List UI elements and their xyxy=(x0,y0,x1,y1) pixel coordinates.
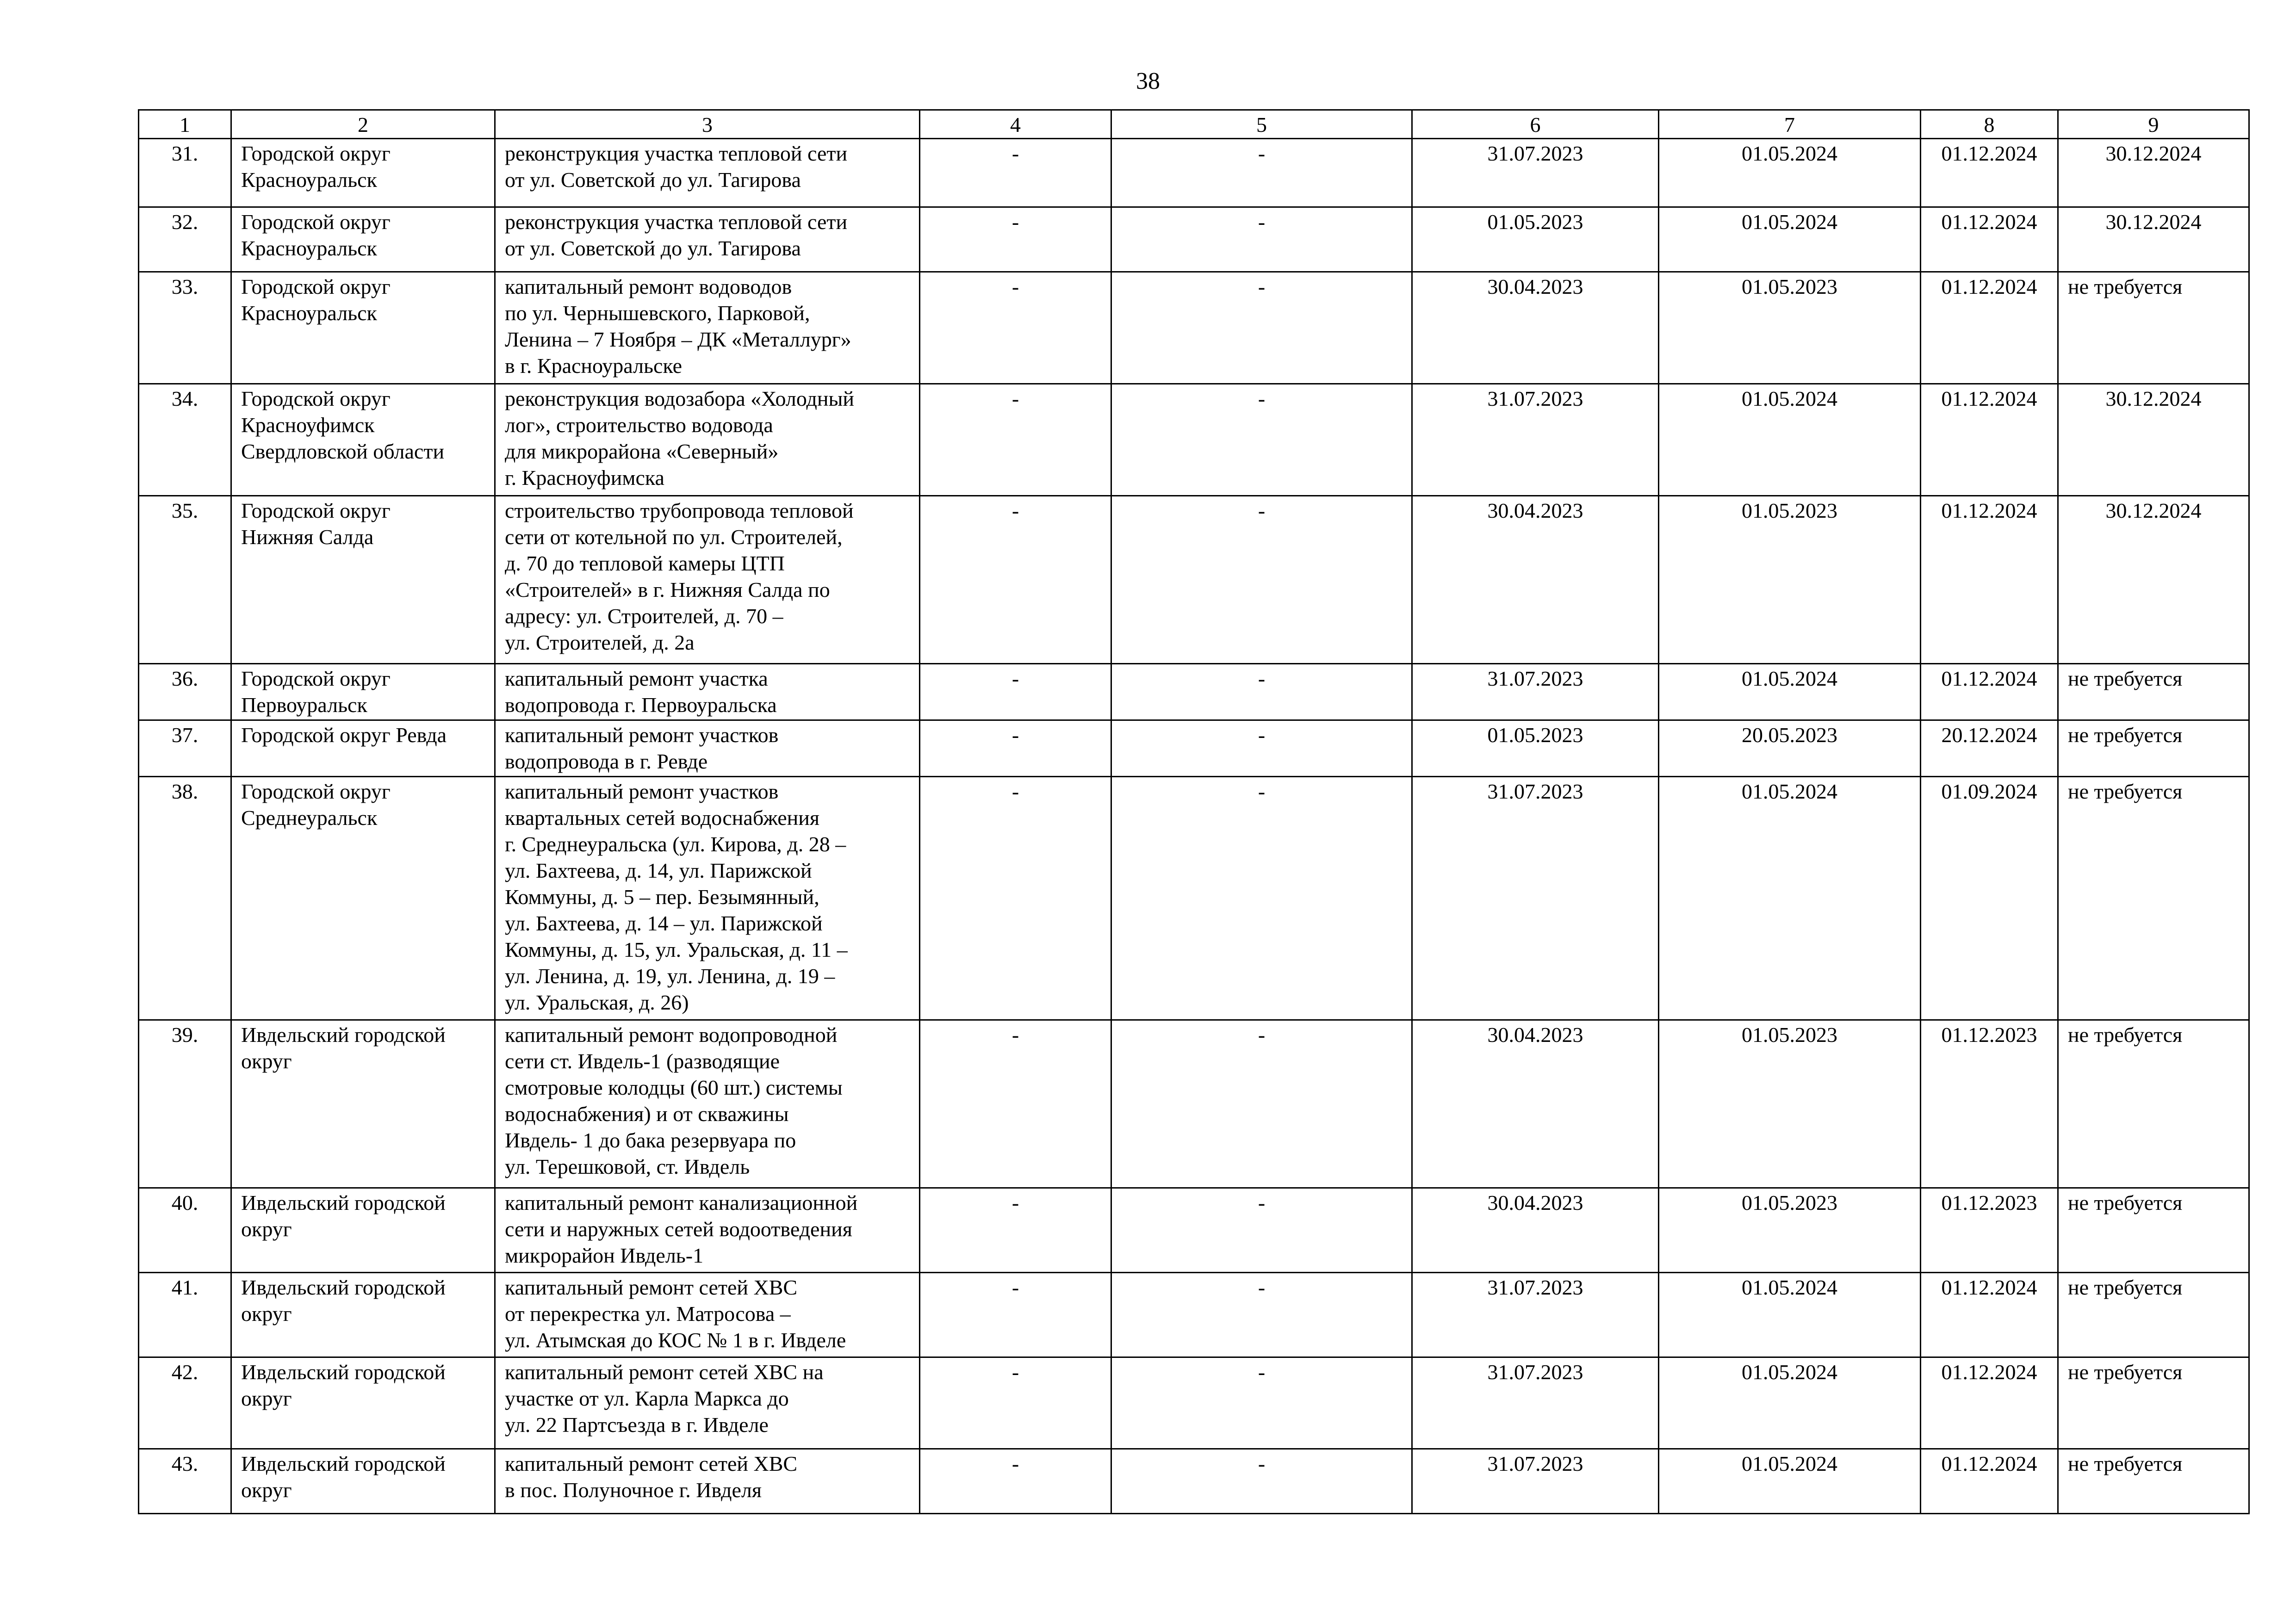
district-line: Первоуральск xyxy=(241,693,367,717)
work-line: строительство трубопровода тепловой xyxy=(505,499,854,522)
work-line: ул. 22 Партсъезда в г. Ивделе xyxy=(505,1413,769,1437)
work-description-cell xyxy=(495,1273,920,1357)
column-4-cell: - xyxy=(920,139,1111,207)
table-row xyxy=(139,1188,2249,1273)
work-line: участке от ул. Карла Маркса до xyxy=(505,1387,789,1410)
column-5-cell: - xyxy=(1111,777,1412,1020)
table-row xyxy=(139,777,2249,1020)
column-8-date-cell: 01.09.2024 xyxy=(1921,777,2058,1020)
work-line: ул. Терешковой, ст. Ивдель xyxy=(505,1155,750,1178)
column-6-date-cell: 31.07.2023 xyxy=(1412,664,1659,720)
work-line: капитальный ремонт сетей ХВС на xyxy=(505,1360,824,1384)
row-number-cell: 33. xyxy=(139,272,231,384)
column-header: 4 xyxy=(920,110,1111,139)
district-line: Городской округ Ревда xyxy=(241,723,447,747)
column-5-cell: - xyxy=(1111,496,1412,664)
work-line: Ивдель- 1 до бака резервуара по xyxy=(505,1128,796,1152)
work-description-cell xyxy=(495,496,920,664)
work-line: капитальный ремонт участков xyxy=(505,780,779,803)
column-4-cell: - xyxy=(920,1273,1111,1357)
column-5-cell: - xyxy=(1111,207,1412,272)
column-9-cell: не требуется xyxy=(2058,272,2249,384)
column-6-date-cell: 31.07.2023 xyxy=(1412,1449,1659,1514)
work-line: от перекрестка ул. Матросова – xyxy=(505,1302,791,1326)
column-5-cell: - xyxy=(1111,384,1412,496)
work-line: в г. Красноуральске xyxy=(505,354,683,378)
work-description-cell xyxy=(495,1188,920,1273)
column-7-date-cell: 01.05.2023 xyxy=(1659,272,1921,384)
column-header: 5 xyxy=(1111,110,1412,139)
work-line: капитальный ремонт сетей ХВС xyxy=(505,1452,798,1475)
column-7-date-cell: 01.05.2023 xyxy=(1659,1020,1921,1188)
column-5-cell: - xyxy=(1111,720,1412,777)
work-line: ул. Бахтеева, д. 14 – ул. Парижской xyxy=(505,911,823,935)
district-line: Среднеуральск xyxy=(241,806,378,830)
column-6-date-cell: 30.04.2023 xyxy=(1412,496,1659,664)
district-line: Ивдельский городской xyxy=(241,1276,446,1299)
work-description-cell xyxy=(495,1449,920,1514)
table-row xyxy=(139,1020,2249,1188)
column-4-cell: - xyxy=(920,1188,1111,1273)
column-6-date-cell: 31.07.2023 xyxy=(1412,384,1659,496)
work-line: реконструкция участка тепловой сети xyxy=(505,142,848,165)
row-number-cell: 31. xyxy=(139,139,231,207)
column-8-date-cell: 01.12.2023 xyxy=(1921,1188,2058,1273)
column-header: 9 xyxy=(2058,110,2249,139)
column-8-date-cell: 01.12.2024 xyxy=(1921,1449,2058,1514)
work-line: «Строителей» в г. Нижняя Салда по xyxy=(505,578,830,601)
work-line: водопровода в г. Ревде xyxy=(505,750,708,773)
district-line: Городской округ xyxy=(241,499,391,522)
column-7-date-cell: 01.05.2024 xyxy=(1659,1357,1921,1449)
work-line: капитальный ремонт водоводов xyxy=(505,275,792,298)
column-header: 2 xyxy=(231,110,495,139)
work-line: сети и наружных сетей водоотведения xyxy=(505,1217,852,1241)
column-5-cell: - xyxy=(1111,664,1412,720)
district-cell xyxy=(231,1020,495,1188)
column-9-cell: не требуется xyxy=(2058,664,2249,720)
column-8-date-cell: 01.12.2023 xyxy=(1921,1020,2058,1188)
district-line: округ xyxy=(241,1217,292,1241)
district-cell xyxy=(231,664,495,720)
work-line: Ленина – 7 Ноября – ДК «Металлург» xyxy=(505,328,851,351)
work-line: в пос. Полуночное г. Ивделя xyxy=(505,1478,762,1502)
column-9-cell: 30.12.2024 xyxy=(2058,207,2249,272)
work-line: смотровые колодцы (60 шт.) системы xyxy=(505,1076,843,1099)
work-line: капитальный ремонт сетей ХВС xyxy=(505,1276,798,1299)
column-header: 3 xyxy=(495,110,920,139)
district-line: Красноуральск xyxy=(241,168,377,192)
work-line: капитальный ремонт водопроводной xyxy=(505,1023,838,1047)
column-7-date-cell: 01.05.2024 xyxy=(1659,1449,1921,1514)
work-description-cell xyxy=(495,207,920,272)
column-9-cell: не требуется xyxy=(2058,1449,2249,1514)
district-line: Городской округ xyxy=(241,387,391,410)
district-cell xyxy=(231,1188,495,1273)
work-line: водоснабжения) и от скважины xyxy=(505,1102,789,1126)
work-line: адресу: ул. Строителей, д. 70 – xyxy=(505,604,783,628)
work-line: капитальный ремонт канализационной xyxy=(505,1191,858,1214)
column-4-cell: - xyxy=(920,664,1111,720)
table-row xyxy=(139,1449,2249,1514)
work-description-cell xyxy=(495,664,920,720)
table-header-row xyxy=(139,110,2249,139)
district-cell xyxy=(231,1357,495,1449)
column-8-date-cell: 01.12.2024 xyxy=(1921,496,2058,664)
table-row xyxy=(139,664,2249,720)
district-cell xyxy=(231,272,495,384)
column-9-cell: 30.12.2024 xyxy=(2058,384,2249,496)
district-cell xyxy=(231,1449,495,1514)
column-5-cell: - xyxy=(1111,1357,1412,1449)
district-line: Красноуфимск xyxy=(241,413,375,437)
district-line: Ивдельский городской xyxy=(241,1191,446,1214)
column-7-date-cell: 01.05.2023 xyxy=(1659,1188,1921,1273)
work-line: ул. Бахтеева, д. 14, ул. Парижской xyxy=(505,859,812,882)
column-4-cell: - xyxy=(920,496,1111,664)
table-row xyxy=(139,272,2249,384)
column-9-cell: не требуется xyxy=(2058,1357,2249,1449)
work-line: ул. Ленина, д. 19, ул. Ленина, д. 19 – xyxy=(505,964,835,988)
row-number-cell: 39. xyxy=(139,1020,231,1188)
row-number-cell: 35. xyxy=(139,496,231,664)
column-8-date-cell: 01.12.2024 xyxy=(1921,664,2058,720)
column-8-date-cell: 01.12.2024 xyxy=(1921,1357,2058,1449)
column-header: 6 xyxy=(1412,110,1659,139)
column-7-date-cell: 01.05.2023 xyxy=(1659,496,1921,664)
work-line: сети от котельной по ул. Строителей, xyxy=(505,525,843,549)
column-4-cell: - xyxy=(920,777,1111,1020)
column-5-cell: - xyxy=(1111,1020,1412,1188)
table-row xyxy=(139,496,2249,664)
row-number-cell: 36. xyxy=(139,664,231,720)
work-description-cell xyxy=(495,1357,920,1449)
column-7-date-cell: 01.05.2024 xyxy=(1659,207,1921,272)
district-cell xyxy=(231,720,495,777)
work-line: лог», строительство водовода xyxy=(505,413,773,437)
district-line: Свердловской области xyxy=(241,440,445,463)
column-5-cell: - xyxy=(1111,1188,1412,1273)
work-line: квартальных сетей водоснабжения xyxy=(505,806,820,830)
district-line: Красноуральск xyxy=(241,301,377,325)
column-9-cell: не требуется xyxy=(2058,777,2249,1020)
schedule-table xyxy=(138,109,2250,1514)
column-8-date-cell: 01.12.2024 xyxy=(1921,384,2058,496)
work-line: капитальный ремонт участка xyxy=(505,667,768,690)
row-number-cell: 32. xyxy=(139,207,231,272)
column-6-date-cell: 31.07.2023 xyxy=(1412,139,1659,207)
column-9-cell: не требуется xyxy=(2058,720,2249,777)
work-line: по ул. Чернышевского, Парковой, xyxy=(505,301,810,325)
work-line: микрорайон Ивдель-1 xyxy=(505,1244,704,1267)
work-line: для микрорайона «Северный» xyxy=(505,440,779,463)
work-line: от ул. Советской до ул. Тагирова xyxy=(505,168,801,192)
column-6-date-cell: 30.04.2023 xyxy=(1412,1020,1659,1188)
column-8-date-cell: 20.12.2024 xyxy=(1921,720,2058,777)
work-line: водопровода г. Первоуральска xyxy=(505,693,777,717)
row-number-cell: 34. xyxy=(139,384,231,496)
column-7-date-cell: 01.05.2024 xyxy=(1659,1273,1921,1357)
district-cell xyxy=(231,777,495,1020)
district-cell xyxy=(231,384,495,496)
column-header: 1 xyxy=(139,110,231,139)
table-row xyxy=(139,207,2249,272)
column-6-date-cell: 31.07.2023 xyxy=(1412,777,1659,1020)
work-line: г. Красноуфимска xyxy=(505,466,664,489)
district-line: округ xyxy=(241,1302,292,1326)
column-7-date-cell: 01.05.2024 xyxy=(1659,777,1921,1020)
work-line: капитальный ремонт участков xyxy=(505,723,779,747)
district-cell xyxy=(231,139,495,207)
column-4-cell: - xyxy=(920,1449,1111,1514)
district-line: Городской округ xyxy=(241,275,391,298)
column-7-date-cell: 01.05.2024 xyxy=(1659,139,1921,207)
column-6-date-cell: 01.05.2023 xyxy=(1412,207,1659,272)
column-5-cell: - xyxy=(1111,272,1412,384)
district-line: округ xyxy=(241,1478,292,1502)
row-number-cell: 38. xyxy=(139,777,231,1020)
column-4-cell: - xyxy=(920,207,1111,272)
column-5-cell: - xyxy=(1111,1449,1412,1514)
district-line: Городской округ xyxy=(241,142,391,165)
district-line: Городской округ xyxy=(241,210,391,234)
table-row xyxy=(139,139,2249,207)
column-4-cell: - xyxy=(920,384,1111,496)
row-number-cell: 42. xyxy=(139,1357,231,1449)
work-description-cell xyxy=(495,139,920,207)
column-header: 7 xyxy=(1659,110,1921,139)
row-number-cell: 43. xyxy=(139,1449,231,1514)
column-8-date-cell: 01.12.2024 xyxy=(1921,207,2058,272)
work-line: ул. Строителей, д. 2а xyxy=(505,631,695,654)
district-cell xyxy=(231,1273,495,1357)
district-line: Городской округ xyxy=(241,780,391,803)
district-line: Нижняя Салда xyxy=(241,525,374,549)
district-line: Ивдельский городской xyxy=(241,1360,446,1384)
table-row xyxy=(139,1273,2249,1357)
work-line: Коммуны, д. 5 – пер. Безымянный, xyxy=(505,885,819,909)
column-7-date-cell: 01.05.2024 xyxy=(1659,664,1921,720)
page-number: 38 xyxy=(1136,68,1160,94)
work-line: г. Среднеуральска (ул. Кирова, д. 28 – xyxy=(505,832,846,856)
row-number-cell: 37. xyxy=(139,720,231,777)
column-6-date-cell: 31.07.2023 xyxy=(1412,1273,1659,1357)
column-4-cell: - xyxy=(920,1020,1111,1188)
work-line: реконструкция водозабора «Холодный xyxy=(505,387,855,410)
column-4-cell: - xyxy=(920,720,1111,777)
column-7-date-cell: 01.05.2024 xyxy=(1659,384,1921,496)
table-row xyxy=(139,384,2249,496)
table-row xyxy=(139,1357,2249,1449)
work-description-cell xyxy=(495,384,920,496)
district-line: Городской округ xyxy=(241,667,391,690)
row-number-cell: 40. xyxy=(139,1188,231,1273)
column-8-date-cell: 01.12.2024 xyxy=(1921,1273,2058,1357)
column-6-date-cell: 01.05.2023 xyxy=(1412,720,1659,777)
column-6-date-cell: 31.07.2023 xyxy=(1412,1357,1659,1449)
work-line: д. 70 до тепловой камеры ЦТП xyxy=(505,551,785,575)
work-description-cell xyxy=(495,777,920,1020)
district-line: Ивдельский городской xyxy=(241,1452,446,1475)
column-4-cell: - xyxy=(920,1357,1111,1449)
work-description-cell xyxy=(495,1020,920,1188)
work-line: от ул. Советской до ул. Тагирова xyxy=(505,236,801,260)
column-8-date-cell: 01.12.2024 xyxy=(1921,272,2058,384)
column-9-cell: 30.12.2024 xyxy=(2058,139,2249,207)
column-5-cell: - xyxy=(1111,1273,1412,1357)
district-cell xyxy=(231,207,495,272)
district-cell xyxy=(231,496,495,664)
work-line: реконструкция участка тепловой сети xyxy=(505,210,848,234)
column-5-cell: - xyxy=(1111,139,1412,207)
column-4-cell: - xyxy=(920,272,1111,384)
column-9-cell: не требуется xyxy=(2058,1273,2249,1357)
column-9-cell: не требуется xyxy=(2058,1188,2249,1273)
work-line: ул. Уральская, д. 26) xyxy=(505,991,689,1014)
column-header: 8 xyxy=(1921,110,2058,139)
column-9-cell: не требуется xyxy=(2058,1020,2249,1188)
work-line: ул. Атымская до КОС № 1 в г. Ивделе xyxy=(505,1328,846,1352)
column-8-date-cell: 01.12.2024 xyxy=(1921,139,2058,207)
table-row xyxy=(139,720,2249,777)
column-6-date-cell: 30.04.2023 xyxy=(1412,272,1659,384)
district-line: округ xyxy=(241,1049,292,1073)
work-description-cell xyxy=(495,720,920,777)
column-6-date-cell: 30.04.2023 xyxy=(1412,1188,1659,1273)
district-line: округ xyxy=(241,1387,292,1410)
work-line: сети ст. Ивдель-1 (разводящие xyxy=(505,1049,780,1073)
column-9-cell: 30.12.2024 xyxy=(2058,496,2249,664)
district-line: Красноуральск xyxy=(241,236,377,260)
work-line: Коммуны, д. 15, ул. Уральская, д. 11 – xyxy=(505,938,848,961)
district-line: Ивдельский городской xyxy=(241,1023,446,1047)
row-number-cell: 41. xyxy=(139,1273,231,1357)
work-description-cell xyxy=(495,272,920,384)
column-7-date-cell: 20.05.2023 xyxy=(1659,720,1921,777)
